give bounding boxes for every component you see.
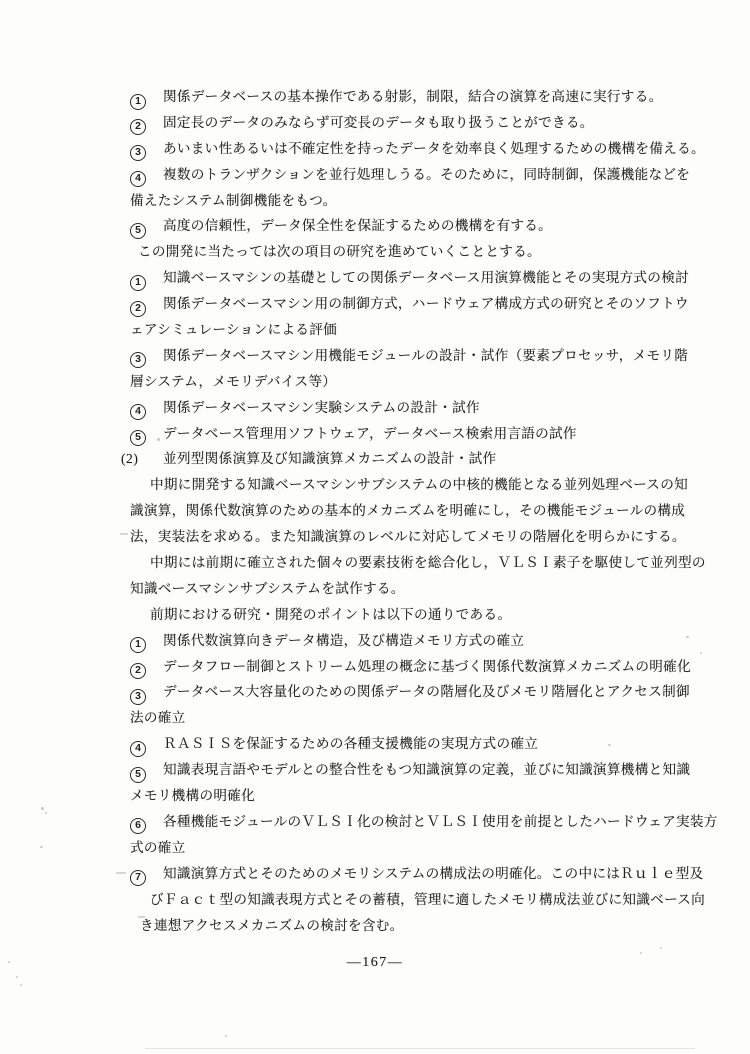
circled-number-icon: 1 xyxy=(130,275,146,291)
list-item-text: 高度の信頼性，データ保全性を保証するための機構を有する。 xyxy=(163,218,553,234)
list-item xyxy=(130,291,695,317)
scan-speckle xyxy=(225,1035,227,1037)
paragraph-line: この開発に当たっては次の項目の研究を進めていくこととする。 xyxy=(138,244,541,260)
list-item xyxy=(130,136,705,162)
list-item-text: データベース管理用ソフトウェア，データベース検索用言語の試作 xyxy=(163,425,577,441)
circled-number-icon: 6 xyxy=(130,818,146,834)
circled-number-icon: 3 xyxy=(130,352,146,368)
list-item-text: 関係データベースの基本操作である射影，制限，結合の演算を高速に実行する。 xyxy=(163,89,663,104)
list-item xyxy=(130,654,695,680)
list-item-text: データフロー制御とストリーム処理の概念に基づく関係代数演算メカニズムの明確化 xyxy=(163,658,691,674)
list-item xyxy=(130,757,695,783)
list-item-continuation: びＦａｃｔ型の知識表現方式とその蓄積，管理に適したメモリ構成法並びに知識ベース向 xyxy=(150,891,706,907)
circled-number-icon: 5 xyxy=(130,223,146,239)
scan-speckle xyxy=(41,807,44,810)
circled-number-icon: 3 xyxy=(130,689,146,705)
scan-smudge xyxy=(120,533,128,535)
list-item-continuation: 層システム，メモリデバイス等） xyxy=(130,373,337,389)
list-item-text: 関係データベースマシン用機能モジュールの設計・試作（要素プロセッサ，メモリ階 xyxy=(163,347,689,363)
list-item-text: 複数のトランザクションを並行処理しうる。そのために，同時制御，保護機能などを xyxy=(163,166,691,182)
scan-speckle xyxy=(640,952,642,954)
list-item xyxy=(130,861,704,887)
circled-number-icon: 2 xyxy=(130,119,146,135)
scan-speckle xyxy=(20,984,22,986)
scan-speckle xyxy=(40,846,43,848)
paragraph-line: 中期には前期に確立された個々の要素技術を総合化し，ＶＬＳＩ素子を駆使して並列型の xyxy=(150,555,706,571)
circled-number-icon: 2 xyxy=(130,663,146,679)
scan-smudge xyxy=(116,872,126,874)
list-item-continuation: 法の確立 xyxy=(130,710,186,726)
paragraph-line: 中期に開発する知識ベースマシンサブシステムの中核的機能となる並列処理ベースの知 xyxy=(150,477,688,493)
list-item xyxy=(130,679,695,705)
list-item-text: 関係データベースマシン用の制御方式，ハードウェア構成方式の研究とそのソフトウ xyxy=(163,296,689,312)
list-item-continuation: ェアシミュレーションによる評価 xyxy=(130,322,338,338)
circled-number-icon: 2 xyxy=(130,301,146,317)
paragraph-line: 法，実装法を求める。また知識演算のレベルに対応してメモリの階層化を明らかにする。 xyxy=(130,529,686,545)
list-item-text: ＲＡＳＩＳを保証するための各種支援機能の実現方式の確立 xyxy=(163,736,539,752)
paragraph-line: 知識ベースマシンサブシステムを試作する。 xyxy=(130,580,405,596)
list-item xyxy=(130,421,695,447)
list-item-text: 関係代数演算向きデータ構造，及び構造メモリ方式の確立 xyxy=(163,632,525,648)
list-item-text: 関係データベースマシン実験システムの設計・試作 xyxy=(163,399,480,415)
list-item-continuation: 式の確立 xyxy=(130,839,186,855)
page-number: —167— xyxy=(346,955,404,970)
list-item-continuation: 備えたシステム制御機能をもつ。 xyxy=(130,192,337,208)
scan-speckle xyxy=(16,976,18,978)
list-item xyxy=(130,162,695,188)
section-heading xyxy=(121,446,695,472)
document-body xyxy=(121,84,718,938)
circled-number-icon: 1 xyxy=(130,94,146,110)
circled-number-icon: 4 xyxy=(130,171,146,187)
scan-edge-line xyxy=(145,1048,695,1049)
circled-number-icon: 7 xyxy=(130,870,146,886)
list-item-continuation: メモリ機構の明確化 xyxy=(130,788,256,804)
list-item xyxy=(130,809,718,835)
scan-speckle xyxy=(686,636,689,638)
circled-number-icon: 5 xyxy=(130,430,146,446)
list-item-text: 知識演算方式とそのためのメモリシステムの構成法の明確化。この中にはＲｕｌｅ型及 xyxy=(163,865,704,881)
list-item xyxy=(130,265,695,291)
paragraph-line: 前期における研究・開発のポイントは以下の通りである。 xyxy=(150,606,512,622)
list-item xyxy=(130,84,695,110)
list-item-continuation: き連想アクセスメカニズムの検討を含む。 xyxy=(140,917,404,933)
circled-number-icon: 4 xyxy=(130,741,146,757)
list-item-text: 知識表現言語やモデルとの整合性をもつ知識演算の定義，並びに知識演算機構と知識 xyxy=(163,762,691,778)
scan-speckle xyxy=(8,961,10,963)
scan-speckle xyxy=(660,947,662,949)
paragraph-line: 識演算，関係代数演算のための基本的メカニズムを明確にし，その機能モジュールの構成 xyxy=(130,503,686,519)
section-title: 並列型関係演算及び知識演算メカニズムの設計・試作 xyxy=(163,451,497,467)
scan-speckle xyxy=(700,652,702,654)
list-item xyxy=(130,628,695,654)
list-item-text: 各種機能モジュールのＶＬＳＩ化の検討とＶＬＳＩ使用を前提としたハードウェア実装方 xyxy=(163,813,718,829)
list-item-text: 知識ベースマシンの基礎としての関係データベース用演算機能とその実現方式の検討 xyxy=(163,270,689,286)
list-item-text: 固定長のデータのみならず可変長のデータも取り扱うことができる。 xyxy=(163,114,594,130)
list-item xyxy=(130,343,695,369)
circled-number-icon: 3 xyxy=(130,145,146,161)
scan-speckle xyxy=(157,438,160,441)
list-item-text: あいまい性あるいは不確定性を持ったデータを効率良く処理するための機構を備える。 xyxy=(163,140,705,156)
list-item xyxy=(130,395,695,421)
list-item xyxy=(130,110,695,136)
circled-number-icon: 5 xyxy=(130,767,146,783)
section-number: (2) xyxy=(121,451,139,467)
scan-speckle xyxy=(608,744,611,746)
scan-smudge xyxy=(138,916,145,918)
list-item-text: データベース大容量化のための関係データの階層化及びメモリ階層化とアクセス制御 xyxy=(163,684,690,700)
circled-number-icon: 1 xyxy=(130,637,146,653)
list-item xyxy=(130,213,695,239)
scan-speckle xyxy=(45,812,47,814)
circled-number-icon: 4 xyxy=(130,404,146,420)
